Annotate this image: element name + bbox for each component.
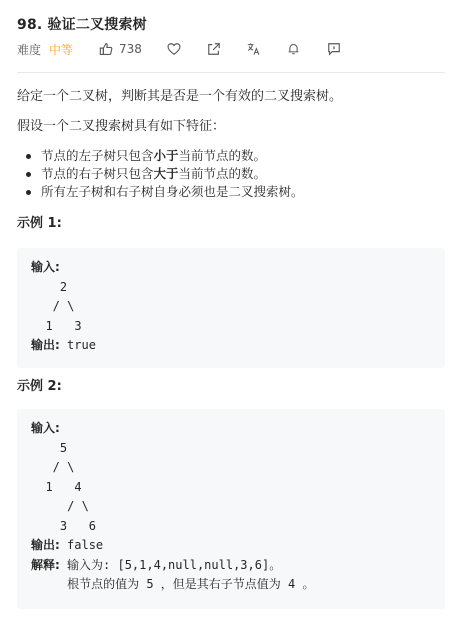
favorite-button[interactable] <box>166 41 182 57</box>
list-item: 所有左子树和右子树自身必须也是二叉搜索树。 <box>17 183 304 201</box>
tree-line: 1 3 <box>31 318 82 333</box>
tree-line: 3 6 <box>31 518 97 533</box>
tree-line: 5 <box>31 440 68 455</box>
like-button[interactable] <box>99 42 142 56</box>
tree-line: / \ <box>31 460 75 474</box>
explain-text: 根节点的值为 5 ，但是其右子节点值为 4 。 <box>31 577 315 591</box>
translate-icon <box>246 42 261 56</box>
like-count: 738 <box>119 42 142 56</box>
translate-button[interactable] <box>246 41 262 57</box>
difficulty-badge: 中等 <box>49 42 74 57</box>
description-assumption: 假设一个二叉搜索树具有如下特征： <box>17 119 226 134</box>
example-2-code-block <box>17 409 445 609</box>
tree-line: 2 <box>31 279 68 294</box>
share-button[interactable] <box>206 41 222 57</box>
comment-button[interactable] <box>326 41 342 57</box>
description-intro: 给定一个二叉树，判断其是否是一个有效的二叉搜索树。 <box>17 89 343 104</box>
output-label: 输出: <box>31 538 60 552</box>
share-icon <box>207 42 221 56</box>
example-1-code-block <box>17 248 445 368</box>
explain-text: 输入为: [5,1,4,null,null,3,6]。 <box>59 557 282 572</box>
tree-line: 1 4 <box>31 479 82 494</box>
notify-button[interactable] <box>286 41 302 57</box>
output-value: false <box>59 538 104 552</box>
problem-title: 98. 验证二叉搜索树 <box>17 17 147 33</box>
explain-label: 解释: <box>31 557 60 572</box>
bell-icon <box>287 42 300 56</box>
example-1-title: 示例 1: <box>17 216 62 231</box>
example-2-title: 示例 2: <box>17 379 62 394</box>
tree-line: / \ <box>31 299 75 313</box>
problem-meta-bar <box>17 40 342 58</box>
heart-icon <box>167 42 181 56</box>
output-value: true <box>59 338 96 352</box>
output-label: 输出: <box>31 338 60 352</box>
thumbs-up-icon <box>99 42 113 56</box>
input-label: 输入: <box>31 260 60 274</box>
list-item: 节点的左子树只包含小于当前节点的数。 <box>17 147 304 165</box>
list-item: 节点的右子树只包含大于当前节点的数。 <box>17 165 304 183</box>
comment-icon <box>327 42 341 56</box>
input-label: 输入: <box>31 421 60 435</box>
bst-rules-list <box>17 147 304 201</box>
header-divider <box>17 72 445 73</box>
difficulty-label: 难度 <box>17 42 42 57</box>
tree-line: / \ <box>31 499 89 513</box>
